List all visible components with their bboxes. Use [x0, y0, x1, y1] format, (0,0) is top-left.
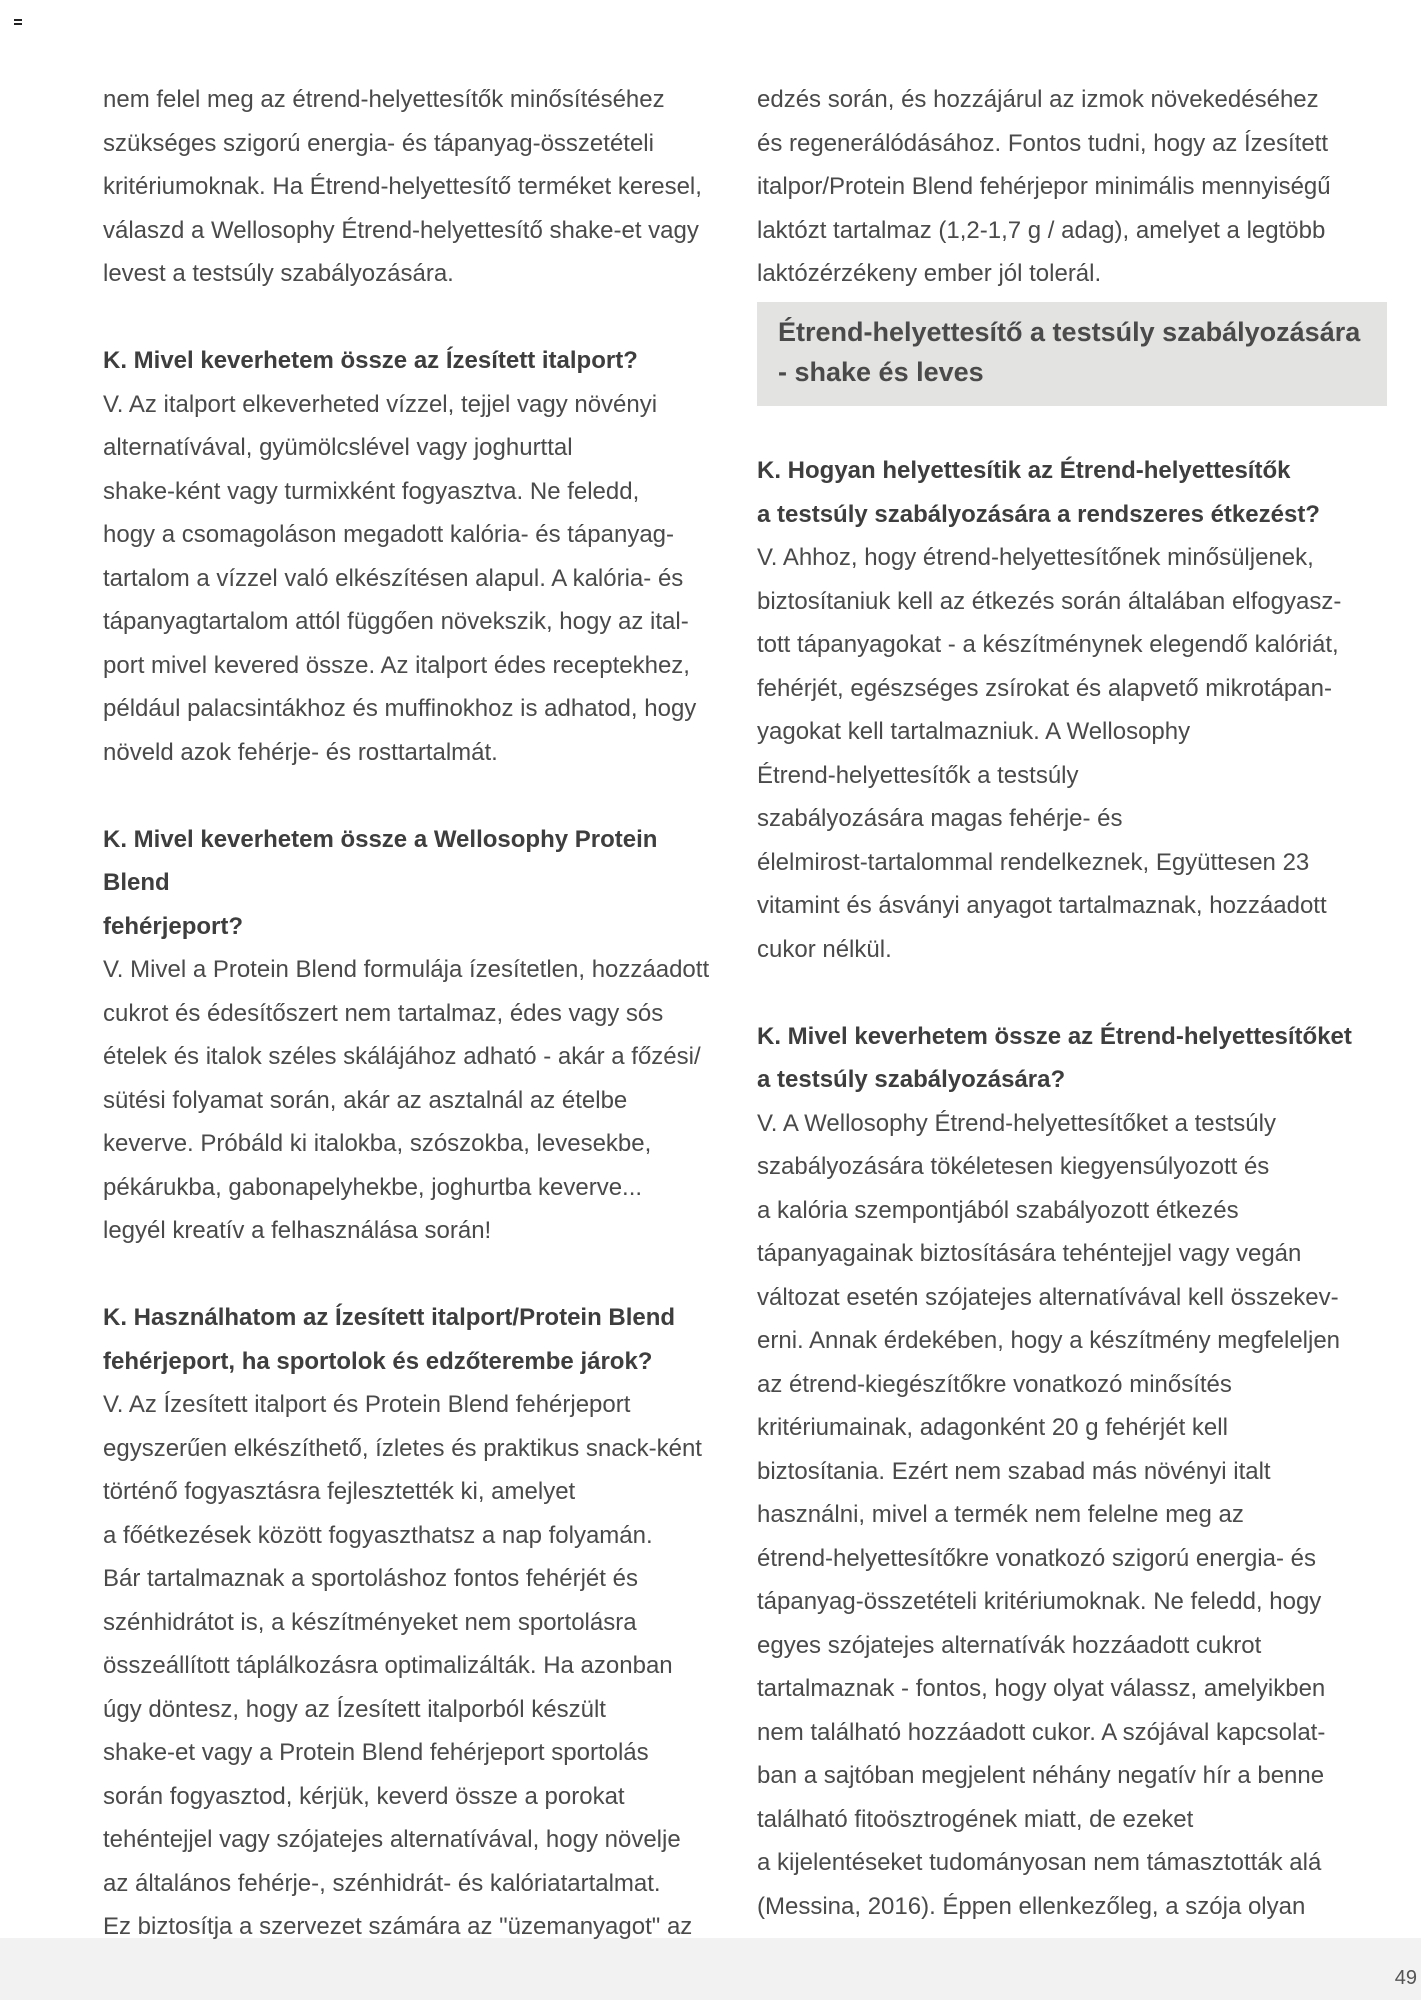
question-sport-use: K. Használhatom az Ízesített italport/Protein Blend fehérjeport, ha sportolok és edzőterembe járok?: [103, 1304, 676, 1375]
answer-sport-use: V. Az Ízesített italport és Protein Blend fehérjeport egyszerűen elkészíthető, ízletes és praktikus snack-ként történő fogyasztásra fejlesztették ki, amelyet a főétkezések között fogyaszthatsz a nap folyamán. Bár tartalmaznak a sportoláshoz fontos fehérjét és szénhidrátot is, a készítményeket nem sportolásra összeállított táplálkozásra optimalizálták. Ha azonban úgy döntesz, hogy az Ízesített italporból készült shake-et vagy a Protein Blend fehérjeport sportolás során fogyasztod, kérjük, keverd össze a porokat tehéntejjel vagy szójatejes alternatívával, hogy növelje az általános fehérje-, szénhidrát- és kalóriatartalmat. Ez biztosítja a szervezet számára az "üzemanyagot" az: [103, 1391, 702, 1940]
menu-icon[interactable]: [14, 19, 24, 25]
section-heading-box: [757, 302, 1387, 406]
answer-protein-blend-mixing: V. Mivel a Protein Blend formulája ízesítetlen, hozzáadott cukrot és édesítőszert nem tartalmaz, édes vagy sós ételek és italok széles skálájához adható - akár a főzési/ sütési folyamat során, akár az asztalnál az ételbe keverve. Próbáld ki italokba, szószokba, levesekbe, pékárukba, gabonapelyhekbe, joghurtba keverve... legyél kreatív a felhasználása során!: [103, 956, 710, 1244]
menu-icon-bar: [14, 23, 22, 25]
question-meal-replacement: K. Hogyan helyettesítik az Étrend-helyettesítők a testsúly szabályozására a rendszeres étkezést?: [757, 457, 1320, 528]
section-heading: Étrend-helyettesítő a testsúly szabályozására - shake és leves: [778, 316, 1361, 387]
right-column: [757, 78, 1367, 1928]
menu-icon-bar: [14, 19, 22, 21]
left-intro-paragraph: nem felel meg az étrend-helyettesítők minősítéséhez szükséges szigorú energia- és tápanyag-összetételi kritériumoknak. Ha Étrend-helyettesítő terméket keresel, válaszd a Wellosophy Étrend-helyettesítő shake-et vagy levest a testsúly szabályozására.: [103, 86, 702, 287]
question-flavored-powder-mixing: K. Mivel keverhetem össze az Ízesített italport?: [103, 347, 638, 374]
left-column: [103, 78, 715, 1949]
page-number: 49: [1394, 1967, 1417, 1989]
answer-meal-replacement-mixing: V. A Wellosophy Étrend-helyettesítőket a testsúly szabályozására tökéletesen kiegyensúlyozott és a kalória szempontjából szabályozott étkezés tápanyagainak biztosítására tehéntejjel vagy vegán változat esetén szójatejes alternatívával kell összekev- erni. Annak érdekében, hogy a készítmény megfeleljen az étrend-kiegészítőkre vonatkozó minősítés kritériumainak, adagonként 20 g fehérjét kell biztosítania. Ezért nem szabad más növényi italt használni, mivel a termék nem felelne meg az étrend-helyettesítőkre vonatkozó szigorú energia- és tápanyag-összetételi kritériumoknak. Ne feledd, hogy egyes szójatejes alternatívák hozzáadott cukrot tartalmaznak - fontos, hogy olyat válassz, amelyikben nem található hozzáadott cukor. A szójával kapcsolat- ban a sajtóban megjelent néhány negatív hír a benne található fitoösztrogének miatt, de ezeket a kijelentéseket tudományosan nem támasztották alá (Messina, 2016). Éppen ellenkezőleg, a szója olyan: [757, 1109, 1341, 1920]
question-protein-blend-mixing: K. Mivel keverhetem össze a Wellosophy Protein Blend fehérjeport?: [103, 825, 658, 940]
answer-meal-replacement: V. Ahhoz, hogy étrend-helyettesítőnek minősüljenek, biztosítaniuk kell az étkezés során általában elfogyasz- tott tápanyagokat - a készítménynek elegendő kalóriát, fehérjét, egészséges zsírokat és alapvető mikrotápan- yagokat kell tartalmazniuk. A Wellosophy Étrend-helyettesítők a testsúly szabályozására magas fehérje- és élelmirost-tartalommal rendelkeznek, Együttesen 23 vitamint és ásványi anyagot tartalmaznak, hozzáadott cukor nélkül.: [757, 544, 1342, 963]
question-meal-replacement-mixing: K. Mivel keverhetem össze az Étrend-helyettesítőket a testsúly szabályozására?: [757, 1022, 1352, 1093]
answer-flavored-powder-mixing: V. Az italport elkeverheted vízzel, tejjel vagy növényi alternatívával, gyümölcslével vagy joghurttal shake-ként vagy turmixként fogyasztva. Ne feledd, hogy a csomagoláson megadott kalória- és tápanyag- tartalom a vízzel való elkészítésen alapul. A kalória- és tápanyagtartalom attól függően növekszik, hogy az ital- port mivel kevered össze. Az italport édes receptekhez, például palacsintákhoz és muffinokhoz is adhatod, hogy növeld azok fehérje- és rosttartalmát.: [103, 390, 697, 766]
right-intro-paragraph: edzés során, és hozzájárul az izmok növekedéséhez és regenerálódásához. Fontos tudni, hogy az Ízesített italpor/Protein Blend fehérjepor minimális mennyiségű laktózt tartalmaz (1,2-1,7 g / adag), amelyet a legtöbb laktózérzékeny ember jól tolerál.: [757, 86, 1331, 287]
